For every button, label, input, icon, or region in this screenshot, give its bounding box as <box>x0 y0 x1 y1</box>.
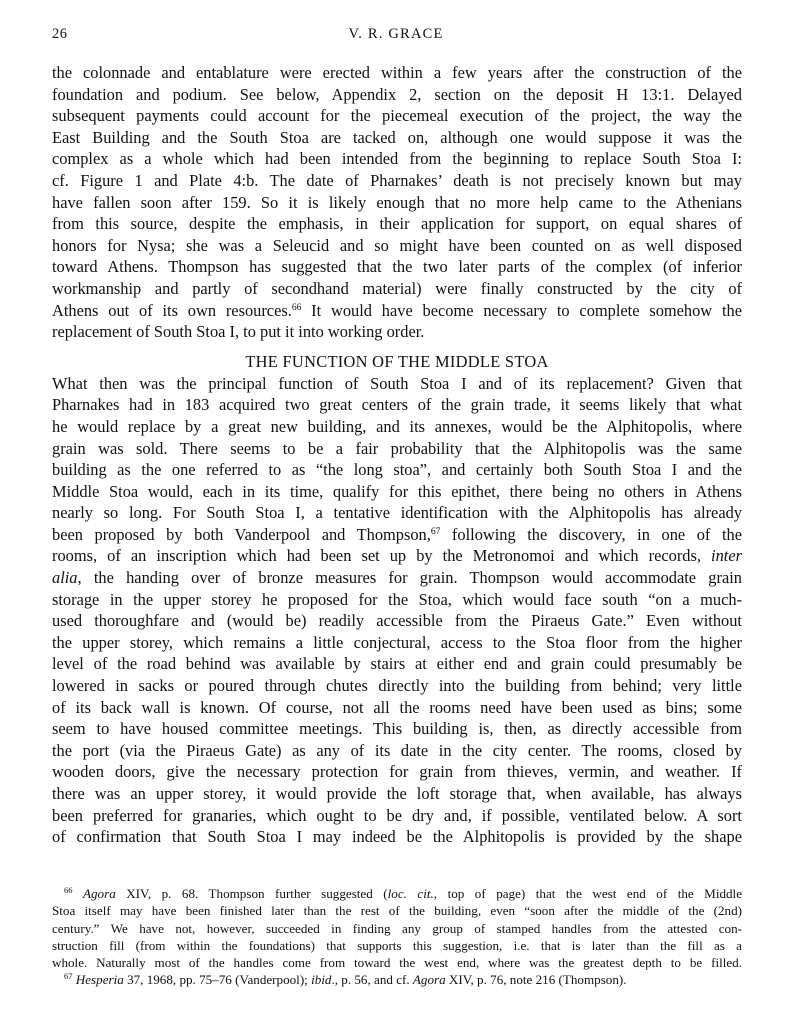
footnote-marker: 67 <box>64 971 73 982</box>
footnote-ref-67[interactable]: 67 <box>430 526 441 537</box>
text-line <box>52 971 742 988</box>
text-line <box>52 885 742 902</box>
text-line <box>52 300 742 322</box>
text-line: struction fill (from within the foundations) that supports this suggestion, i.e. that is later than the fill as a <box>52 937 742 953</box>
text-line: he would replace by a great new building, and its annexes, would be the Alphitopolis, where <box>52 416 742 436</box>
text-line: lowered in sacks or poured through chutes directly into the building from behind; very little <box>52 676 742 696</box>
text-line: workmanship and partly of secondhand material) were finally constructed by the city of <box>52 278 742 298</box>
running-title: V. R. GRACE <box>348 26 444 42</box>
text-line: wooden doors, give the necessary protection for grain from thieves, vermin, and weather. If <box>52 762 742 782</box>
text-line <box>52 545 742 567</box>
text-line: there was an upper storey, it would provide the loft storage that, when available, has always <box>52 784 742 803</box>
text-line: level of the road behind was available by stairs at either end and grain could presumably be <box>52 654 742 674</box>
italic-term: ibid <box>311 972 332 988</box>
page-number: 26 <box>52 26 68 42</box>
text-fragment: following the discovery, in one of the <box>440 524 742 544</box>
footnote-ref-66[interactable]: 66 <box>291 302 302 313</box>
text-line: whole. Naturally most of the handles come from toward the west end, where was the greatest depth to be filled. <box>52 955 742 971</box>
text-line: replacement of South Stoa I, to put it into working order. <box>52 322 425 342</box>
text-fragment: , top of page) that the west end of the Middle <box>433 886 743 901</box>
text-line: complex as a whole which had been intended from the beginning to replace South Stoa I: <box>52 149 742 169</box>
paragraph-1 <box>52 62 742 343</box>
footnotes <box>52 885 742 989</box>
italic-term: loc. cit. <box>387 886 434 901</box>
text-line <box>52 524 742 546</box>
text-line: have fallen soon after 159. So it is likely enough that no more help came to the Athenians <box>52 192 742 212</box>
text-line: been preferred for granaries, which ought to be dry and, if possible, ventilated below. A sort <box>52 805 742 825</box>
text-fragment: Athens out of its own resources. <box>52 300 292 320</box>
text-fragment: been proposed by both Vanderpool and Thompson, <box>52 524 431 544</box>
text-line: Pharnakes had in 183 acquired two great centers of the grain trade, it seems likely that what <box>52 395 742 415</box>
text-fragment: XIV, p. 68. Thompson further suggested ( <box>115 886 388 901</box>
text-line: century.” We have not, however, succeeded in finding any group of stamped handles from the attested con- <box>52 920 742 936</box>
paragraph-2 <box>52 373 742 848</box>
text-line: the colonnade and entablature were erected within a few years after the construction of the <box>52 63 742 82</box>
text-line: East Building and the South Stoa are tacked on, although one would suppose it was the <box>52 127 742 147</box>
text-fragment: ., p. 56, and cf. <box>331 972 413 988</box>
text-line: foundation and podium. See below, Appendix 2, section on the deposit H 13:1. Delayed <box>52 84 742 104</box>
text-line: cf. Figure 1 and Plate 4:b. The date of Pharnakes’ death is not precisely known but may <box>52 170 742 190</box>
text-line: subsequent payments could account for the piecemeal execution of the project, the way the <box>52 106 742 126</box>
footnote-67 <box>52 971 742 988</box>
journal-title: Agora <box>412 972 446 988</box>
body-text <box>52 62 742 848</box>
journal-title: Agora <box>83 886 116 901</box>
text-line: of confirmation that South Stoa I may indeed be the Alphitopolis is provided by the shape <box>52 827 742 847</box>
text-fragment: 37, 1968, pp. 75–76 (Vanderpool); <box>123 972 312 988</box>
text-line: from this source, despite the emphasis, in their application for support, on equal shares of <box>52 214 742 234</box>
italic-term: alia <box>52 568 78 588</box>
text-line: seem to have housed committee meetings. This building is, then, as directly accessible from <box>52 719 742 739</box>
text-fragment: rooms, of an inscription which had been set up by the Metronomoi and which records, <box>52 546 712 566</box>
text-fragment: It would have become necessary to complete somehow the <box>301 300 742 320</box>
text-line: of its back wall is known. Of course, not all the rooms need have been used as bins; some <box>52 697 742 717</box>
text-line: the upper storey, which remains a little conjectural, access to the Stoa floor from the higher <box>52 632 742 652</box>
text-line: What then was the principal function of South Stoa I and of its replacement? Given that <box>52 373 742 393</box>
section-heading: THE FUNCTION OF THE MIDDLE STOA <box>245 351 549 371</box>
text-line: toward Athens. Thompson has suggested that the two later parts of the complex (of inferior <box>52 257 742 277</box>
text-line: nearly so long. For South Stoa I, a tentative identification with the Alphitopolis has already <box>52 503 742 523</box>
text-line: Stoa itself may have been finished later than the rest of the building, even “soon after the middle of the (2nd) <box>52 903 742 919</box>
italic-term: inter <box>711 546 742 566</box>
text-line: storage in the upper storey he proposed for the Stoa, which would face south “on a much- <box>52 589 742 609</box>
footnote-marker: 66 <box>64 885 73 895</box>
text-line: used thoroughfare and (would be) readily accessible from the Piraeus Gate.” Even without <box>52 611 742 631</box>
footnote-66 <box>52 885 742 971</box>
text-fragment: , the handing over of bronze measures for grain. Thompson would accommodate grain <box>77 568 742 588</box>
text-line: building as the one referred to as “the long stoa”, and certainly both South Stoa I and the <box>52 460 742 480</box>
journal-title: Hesperia <box>75 972 124 988</box>
text-line: honors for Nysa; she was a Seleucid and so might have been counted on as well disposed <box>52 235 742 255</box>
text-line <box>52 567 742 589</box>
text-line: grain was sold. There seems to be a fair probability that the Alphitopolis was the same <box>52 438 742 458</box>
text-line: Middle Stoa would, each in its time, qualify for this epithet, there being no others in Athens <box>52 481 742 501</box>
text-line: the port (via the Piraeus Gate) as any of its date in the city center. The rooms, closed by <box>52 740 742 760</box>
page-header <box>52 26 740 46</box>
text-fragment: XIV, p. 76, note 216 (Thompson). <box>445 972 627 988</box>
